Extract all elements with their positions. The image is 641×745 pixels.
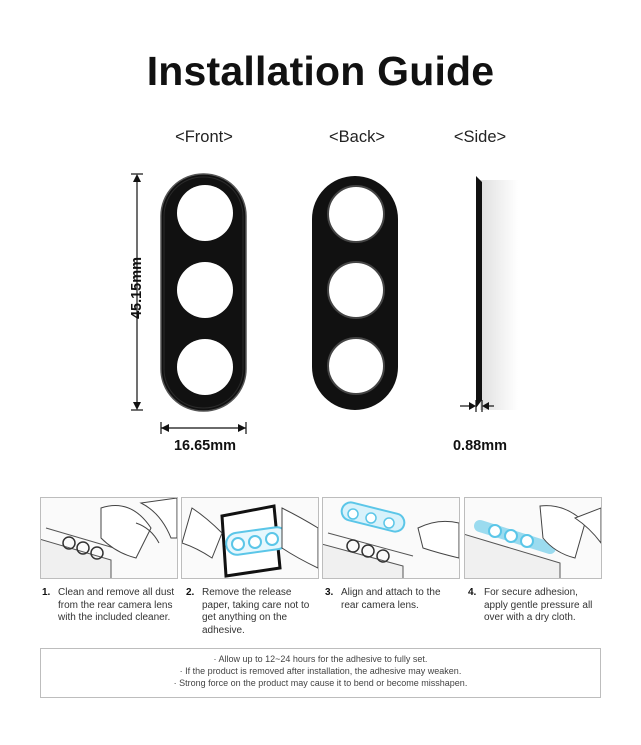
- back-view-lens-frame: [312, 176, 398, 410]
- step-4-illustration: [464, 497, 602, 579]
- front-lens-hole-top: [177, 185, 233, 241]
- back-view-label: <Back>: [329, 128, 385, 146]
- front-lens-hole-middle: [177, 262, 233, 318]
- front-lens-hole-bottom: [177, 339, 233, 395]
- step-1-illustration: [40, 497, 178, 579]
- width-dimension-label: 16.65mm: [173, 438, 237, 454]
- step-4-number: 4.: [468, 587, 477, 598]
- front-view-label: <Front>: [175, 128, 233, 146]
- back-lens-hole-middle: [328, 262, 384, 318]
- note-line: · Allow up to 12~24 hours for the adhesive to fully set.: [213, 654, 428, 664]
- step-1-text: Clean and remove all dust from the rear camera lens with the included cleaner.: [58, 587, 175, 623]
- step-2-number: 2.: [186, 587, 195, 598]
- step-3-number: 3.: [325, 587, 334, 598]
- step-1-number: 1.: [42, 587, 51, 598]
- side-view-lens-frame: [476, 176, 518, 410]
- height-dimension-label: 45.15mm: [129, 256, 145, 320]
- step-4-text: For secure adhesion, apply gentle pressure all over with a dry cloth.: [484, 587, 593, 623]
- width-dimension-arrow: [161, 422, 246, 434]
- page-title: Installation Guide: [146, 48, 495, 94]
- back-lens-hole-top: [328, 186, 384, 242]
- front-view-lens-frame: [161, 174, 246, 411]
- back-lens-hole-bottom: [328, 338, 384, 394]
- side-view-label: <Side>: [453, 128, 507, 146]
- caution-notes-box: [40, 648, 601, 698]
- step-2-text: Remove the release paper, taking care not to get anything on the adhesive.: [202, 587, 310, 636]
- step-3-illustration: [322, 497, 460, 579]
- note-line: · If the product is removed after installation, the adhesive may weaken.: [179, 666, 462, 676]
- step-3-text: Align and attach to the rear camera lens.: [341, 587, 441, 611]
- step-2-illustration: [181, 497, 319, 579]
- thickness-dimension-label: 0.88mm: [452, 438, 507, 454]
- product-drawings: [0, 150, 641, 470]
- note-line: · Strong force on the product may cause it to bend or become misshapen.: [173, 678, 468, 688]
